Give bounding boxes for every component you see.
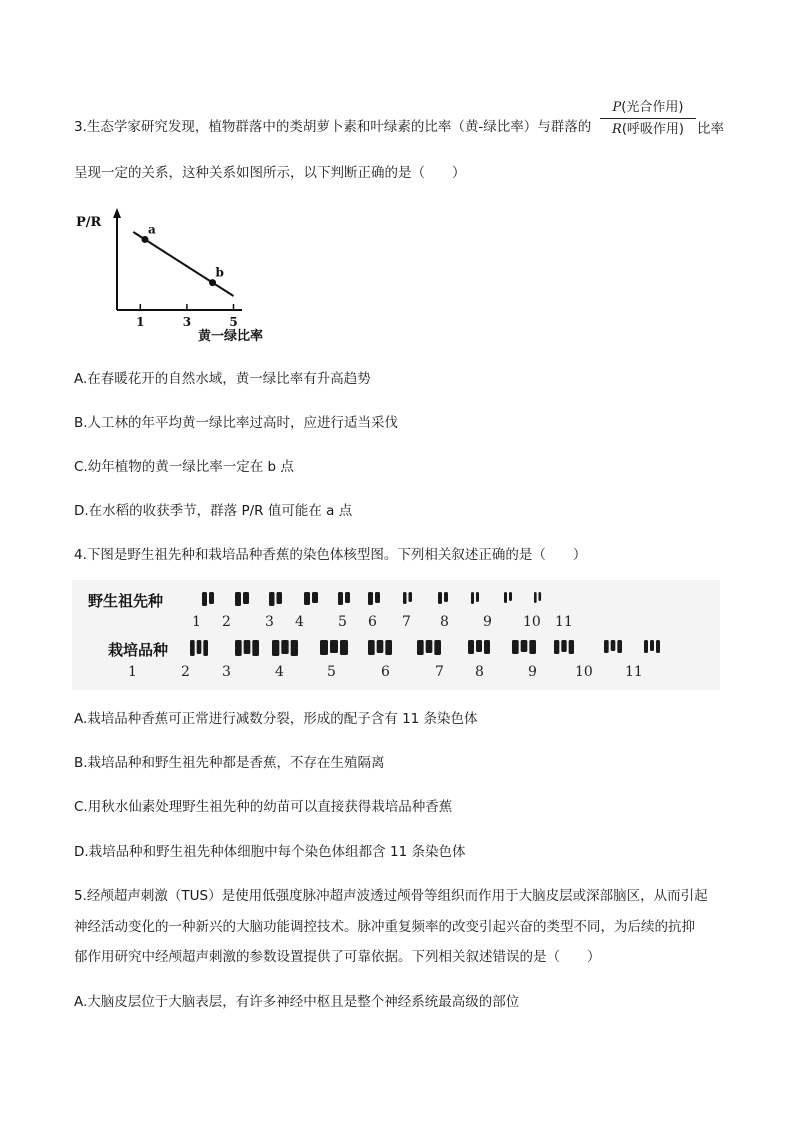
chromosome — [512, 640, 519, 654]
numerator-text: (光合作用) — [621, 100, 684, 115]
karyotype-row2-number: 2 — [181, 664, 190, 680]
karyotype-row1-number: 9 — [483, 614, 492, 630]
fraction-numerator — [600, 99, 696, 119]
chromosome — [644, 640, 648, 653]
numerator-var: P — [612, 100, 622, 115]
chromosome — [509, 592, 512, 601]
chromosome — [504, 592, 507, 603]
chromosome — [345, 592, 350, 603]
karyotype-row2-number: 11 — [625, 664, 643, 680]
chromosome — [476, 640, 482, 652]
chromosome — [235, 592, 241, 606]
q3-option-b: B.人工林的年平均黄一绿比率过高时，应进行适当采伐 — [74, 415, 399, 431]
karyotype-row2-number: 6 — [381, 664, 390, 680]
chromosome — [385, 640, 392, 655]
q5-option-a: A.大脑皮层位于大脑表层，有许多神经中枢且是整个神经系统最高级的部位 — [74, 994, 520, 1010]
karyotype-row2-number: 9 — [528, 664, 537, 680]
chromosome — [277, 592, 283, 604]
chromosome — [304, 592, 310, 605]
q3-stem-line2: 呈现一定的关系，这种关系如图所示，以下判断正确的是（ ） — [74, 165, 466, 181]
karyotype-image — [72, 580, 720, 690]
point-label-a: a — [147, 222, 156, 237]
karyotype-row1-number: 3 — [265, 614, 274, 630]
karyotype-row1-number: 2 — [222, 614, 231, 630]
chromosome — [554, 640, 559, 654]
denominator-text: (呼吸作用) — [621, 122, 684, 137]
point-a — [141, 236, 148, 243]
chromosome — [252, 640, 259, 656]
chromosome — [617, 640, 622, 653]
x-tick-label: 3 — [182, 315, 192, 329]
chromosome — [340, 640, 348, 655]
pr-trend-line — [133, 232, 233, 296]
karyotype-row1-number: 1 — [192, 614, 201, 630]
chromosome — [569, 640, 574, 654]
chromosome — [476, 592, 479, 602]
chromosome — [611, 640, 616, 651]
chromosome — [529, 640, 536, 654]
chromosome — [281, 640, 288, 654]
chromosome — [320, 640, 328, 655]
q5-stem-line1: 5.经颅超声刺激（TUS）是使用低强度脉冲超声波透过颅骨等组织而作用于大脑皮层或深部脑区，从而引起 — [74, 888, 708, 904]
chromosome — [202, 592, 207, 606]
karyotype-row1-number: 6 — [368, 614, 377, 630]
chromosome — [604, 640, 609, 653]
chromosome — [426, 640, 433, 653]
karyotype-row2-number: 7 — [435, 664, 444, 680]
karyotype-row1-label: 野生祖先种 — [88, 592, 164, 610]
karyotype-row1-number: 11 — [555, 614, 573, 630]
x-axis-label: 黄一绿比率 — [198, 329, 264, 344]
karyotype-row2-number: 1 — [128, 664, 137, 680]
chromosome — [190, 640, 195, 656]
chromosome — [197, 640, 202, 654]
q3-stem-line1: 3.生态学家研究发现，植物群落中的类胡萝卜素和叶绿素的比率（黄-绿比率）与群落的 — [74, 119, 592, 135]
chromosome — [312, 592, 318, 603]
q5-stem-line3: 郁作用研究中经颅超声刺激的参数设置提供了可靠依据。下列相关叙述错误的是（ ） — [74, 949, 601, 965]
denominator-var: R — [612, 122, 622, 137]
chromosome — [368, 592, 373, 605]
q4-option-d: D.栽培品种和野生祖先种体细胞中每个染色体组都含 11 条染色体 — [74, 844, 466, 860]
chromosome — [539, 592, 542, 601]
chromosome — [272, 640, 279, 656]
chromosome — [269, 592, 275, 606]
chromosome — [338, 592, 343, 605]
q4-stem: 4.下图是野生祖先种和栽培品种香蕉的染色体核型图。下列相关叙述正确的是（ ） — [74, 547, 587, 563]
karyotype-row2-label: 栽培品种 — [108, 641, 169, 659]
chromosome — [444, 592, 448, 602]
q5-stem-line2: 神经活动变化的一种新兴的大脑功能调控技术。脉冲重复频率的改变引起兴奋的类型不同，为后续的抗抑 — [74, 919, 695, 935]
karyotype-row2-number: 8 — [475, 664, 484, 680]
q4-option-a: A.栽培品种香蕉可正常进行减数分裂，形成的配子含有 11 条染色体 — [74, 711, 478, 727]
karyotype-row2-number: 5 — [327, 664, 336, 680]
x-tick-label: 1 — [136, 315, 145, 329]
chromosome — [291, 640, 298, 656]
q4-option-b: B.栽培品种和野生祖先种都是香蕉，不存在生殖隔离 — [74, 755, 385, 771]
karyotype-row1-number: 4 — [295, 614, 304, 630]
chromosome — [403, 592, 407, 604]
q4-option-c: C.用秋水仙素处理野生祖先种的幼苗可以直接获得栽培品种香蕉 — [74, 799, 453, 815]
chromosome — [330, 640, 338, 653]
chromosome — [368, 640, 375, 655]
chromosome — [521, 640, 528, 652]
q3-option-a: A.在春暖花开的自然水域，黄一绿比率有升高趋势 — [74, 371, 371, 387]
karyotype-row1-number: 8 — [440, 614, 449, 630]
chromosome — [656, 640, 660, 653]
chromosome — [434, 640, 441, 655]
karyotype-row1-number: 10 — [523, 614, 541, 630]
x-tick-label: 5 — [229, 315, 238, 329]
chromosome — [203, 640, 208, 656]
karyotype-row2-number: 10 — [575, 664, 593, 680]
chromosome — [409, 592, 413, 602]
pr-ratio-chart — [72, 204, 292, 349]
karyotype-row2-number: 4 — [275, 664, 284, 680]
q3-option-d: D.在水稻的收获季节，群落 P/R 值可能在 a 点 — [74, 503, 353, 519]
chromosome — [534, 592, 537, 603]
chromosome — [471, 592, 474, 604]
chromosome — [209, 592, 214, 604]
chromosome — [417, 640, 424, 655]
q3-stem-after-fraction: 比率 — [697, 121, 724, 137]
karyotype-row2-number: 3 — [222, 664, 231, 680]
karyotype-row1-number: 7 — [402, 614, 411, 630]
chromosome — [650, 640, 654, 651]
chromosome — [235, 640, 242, 656]
q3-option-c: C.幼年植物的黄一绿比率一定在 b 点 — [74, 459, 294, 475]
chromosome — [244, 640, 251, 654]
chromosome — [377, 640, 384, 653]
y-axis-arrow — [113, 208, 121, 218]
chromosome — [484, 640, 490, 654]
point-b — [209, 279, 216, 286]
chromosome — [243, 592, 249, 604]
chromosome — [561, 640, 566, 652]
chromosome — [375, 592, 380, 603]
point-label-b: b — [215, 265, 224, 280]
fraction-denominator — [600, 119, 696, 138]
karyotype-row1-number: 5 — [338, 614, 347, 630]
chromosome — [438, 592, 442, 604]
pr-fraction — [600, 99, 696, 138]
y-axis-label: P/R — [76, 215, 102, 230]
chromosome — [468, 640, 474, 654]
